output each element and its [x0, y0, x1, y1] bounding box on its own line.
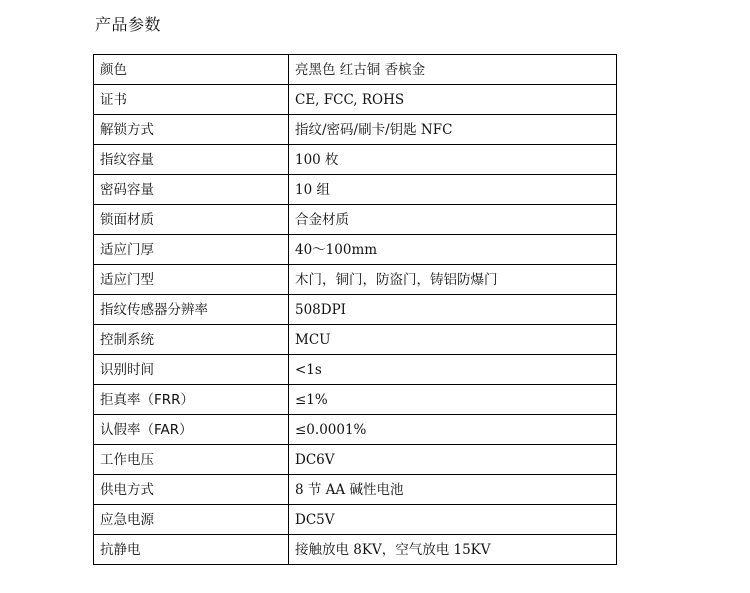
- spec-label: 密码容量: [94, 175, 289, 205]
- spec-value: 10 组: [289, 175, 617, 205]
- spec-label: 证书: [94, 85, 289, 115]
- spec-value: 亮黑色 红古铜 香槟金: [289, 55, 617, 85]
- spec-value: 指纹/密码/刷卡/钥匙 NFC: [289, 115, 617, 145]
- spec-label: 拒真率（FRR）: [94, 385, 289, 415]
- spec-value: 合金材质: [289, 205, 617, 235]
- spec-label: 适应门型: [94, 265, 289, 295]
- table-row: [94, 385, 617, 415]
- table-row: [94, 475, 617, 505]
- table-row: [94, 145, 617, 175]
- spec-label: 解锁方式: [94, 115, 289, 145]
- spec-value: ≤0.0001%: [289, 415, 617, 445]
- table-row: [94, 355, 617, 385]
- table-row: [94, 205, 617, 235]
- spec-value: 100 枚: [289, 145, 617, 175]
- spec-label: 供电方式: [94, 475, 289, 505]
- table-row: [94, 265, 617, 295]
- spec-label: 控制系统: [94, 325, 289, 355]
- spec-table: [93, 54, 617, 565]
- table-row: [94, 175, 617, 205]
- spec-value: 508DPI: [289, 295, 617, 325]
- spec-value: MCU: [289, 325, 617, 355]
- table-row: [94, 235, 617, 265]
- spec-value: CE, FCC, ROHS: [289, 85, 617, 115]
- spec-value: 40～100mm: [289, 235, 617, 265]
- spec-value: 木门，铜门，防盗门，铸铝防爆门: [289, 265, 617, 295]
- table-row: [94, 85, 617, 115]
- table-row: [94, 415, 617, 445]
- table-row: [94, 55, 617, 85]
- spec-label: 识别时间: [94, 355, 289, 385]
- spec-label: 指纹传感器分辨率: [94, 295, 289, 325]
- table-row: [94, 295, 617, 325]
- spec-label: 工作电压: [94, 445, 289, 475]
- spec-label: 应急电源: [94, 505, 289, 535]
- spec-value: 8 节 AA 碱性电池: [289, 475, 617, 505]
- table-row: [94, 445, 617, 475]
- page-title: 产品参数: [95, 15, 162, 34]
- spec-label: 颜色: [94, 55, 289, 85]
- spec-value: <1s: [289, 355, 617, 385]
- spec-label: 认假率（FAR）: [94, 415, 289, 445]
- spec-label: 指纹容量: [94, 145, 289, 175]
- spec-label: 抗静电: [94, 535, 289, 565]
- table-row: [94, 505, 617, 535]
- table-row: [94, 115, 617, 145]
- spec-value: DC5V: [289, 505, 617, 535]
- spec-value: 接触放电 8KV，空气放电 15KV: [289, 535, 617, 565]
- table-row: [94, 325, 617, 355]
- spec-value: ≤1%: [289, 385, 617, 415]
- table-row: [94, 535, 617, 565]
- spec-label: 锁面材质: [94, 205, 289, 235]
- spec-label: 适应门厚: [94, 235, 289, 265]
- spec-value: DC6V: [289, 445, 617, 475]
